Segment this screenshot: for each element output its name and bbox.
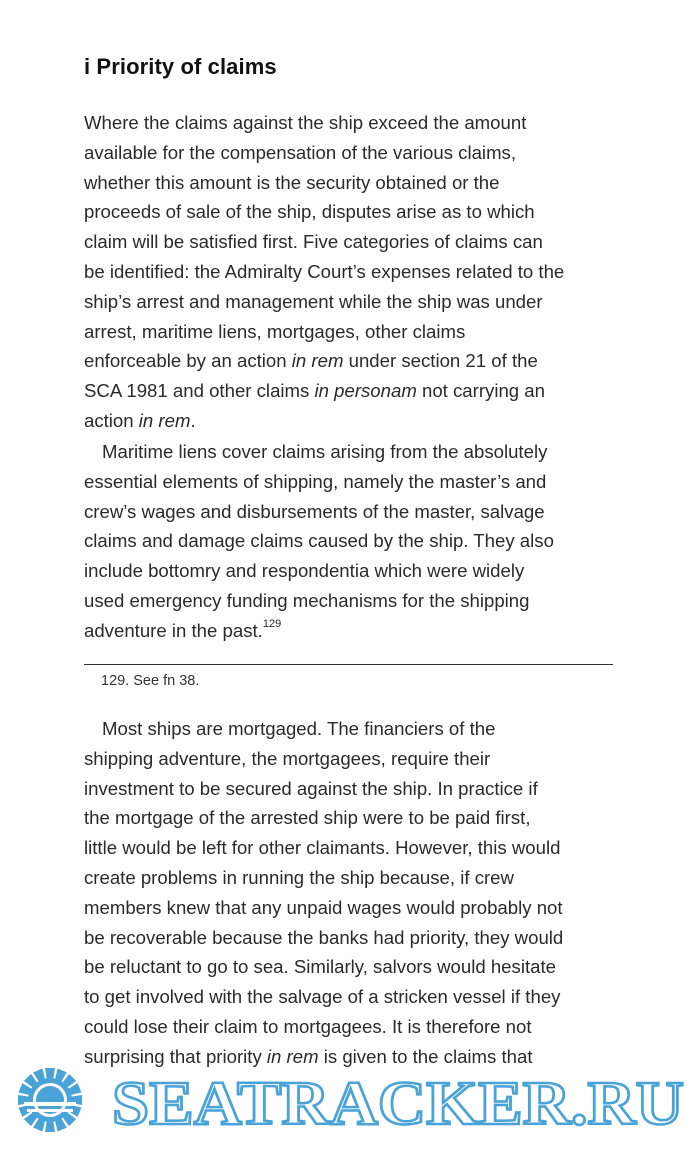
text-line: claims and damage claims caused by the ship. They also bbox=[84, 530, 554, 552]
text-line: Most ships are mortgaged. The financiers of the bbox=[102, 718, 496, 739]
text-run: action bbox=[84, 409, 139, 431]
text-line: essential elements of shipping, namely the master’s and bbox=[84, 470, 547, 492]
text-line: include bottomry and respondentia which were widely bbox=[84, 560, 525, 582]
text-run: SCA 1981 and other claims bbox=[84, 380, 315, 402]
text-line: used emergency funding mechanisms for the shipping bbox=[84, 589, 530, 611]
text-run: adventure in the past. bbox=[84, 619, 263, 641]
paragraph-priority-intro bbox=[84, 108, 614, 436]
footnote-reference: 129 bbox=[262, 617, 282, 630]
text-line: claim will be satisfied first. Five categories of claims can bbox=[84, 231, 543, 253]
italic-term: in rem bbox=[266, 1045, 319, 1067]
text-line: be identified: the Admiralty Court’s expenses related to the bbox=[84, 260, 565, 282]
text-line: the mortgage of the arrested ship were to be paid first, bbox=[84, 807, 531, 829]
paragraph-maritime-liens bbox=[84, 437, 614, 646]
text-line: to get involved with the salvage of a stricken vessel if they bbox=[84, 986, 561, 1008]
text-run: surprising that priority bbox=[84, 1045, 267, 1067]
text-line bbox=[84, 376, 614, 406]
text-line: Where the claims against the ship exceed the amount bbox=[84, 112, 527, 133]
text-line: be recoverable because the banks had priority, they would bbox=[84, 926, 564, 948]
footnote-divider bbox=[84, 664, 613, 665]
text-run: under section 21 of the bbox=[343, 350, 538, 372]
text-line: little would be left for other claimants. However, this would bbox=[84, 837, 561, 859]
text-line: members knew that any unpaid wages would probably not bbox=[84, 896, 563, 918]
text-run: is given to the claims that bbox=[318, 1045, 533, 1067]
footnote: 129. See fn 38. bbox=[101, 673, 200, 689]
text-run: not carrying an bbox=[416, 380, 545, 402]
sun-burst-icon bbox=[18, 1068, 82, 1132]
text-line: arrest, maritime liens, mortgages, other claims bbox=[84, 320, 466, 342]
text-run: . bbox=[190, 409, 196, 431]
text-line: shipping adventure, the mortgagees, require their bbox=[84, 747, 491, 769]
text-line: investment to be secured against the ship. In practice if bbox=[84, 777, 538, 799]
watermark bbox=[0, 1018, 697, 1149]
italic-term: in rem bbox=[138, 409, 191, 431]
watermark-text: SEATRACKER.RU bbox=[112, 1070, 684, 1138]
text-line: ship’s arrest and management while the ship was under bbox=[84, 290, 543, 312]
italic-term: in rem bbox=[291, 350, 344, 372]
text-line: be reluctant to go to sea. Similarly, salvors would hesitate bbox=[84, 956, 556, 978]
text-line: Maritime liens cover claims arising from the absolutely bbox=[102, 441, 548, 462]
text-line bbox=[84, 346, 614, 376]
text-line: available for the compensation of the various claims, bbox=[84, 141, 517, 163]
text-line: create problems in running the ship because, if crew bbox=[84, 866, 514, 888]
text-line bbox=[84, 406, 614, 436]
text-line: could lose their claim to mortgagees. It is therefore not bbox=[84, 1015, 532, 1037]
text-line: whether this amount is the security obtained or the bbox=[84, 171, 500, 193]
italic-term: in personam bbox=[314, 380, 417, 402]
text-run: enforceable by an action bbox=[84, 350, 292, 372]
section-heading: i Priority of claims bbox=[84, 54, 277, 79]
text-line: crew’s wages and disbursements of the master, salvage bbox=[84, 500, 545, 522]
text-line: proceeds of sale of the ship, disputes arise as to which bbox=[84, 201, 535, 223]
text-line bbox=[84, 616, 614, 646]
